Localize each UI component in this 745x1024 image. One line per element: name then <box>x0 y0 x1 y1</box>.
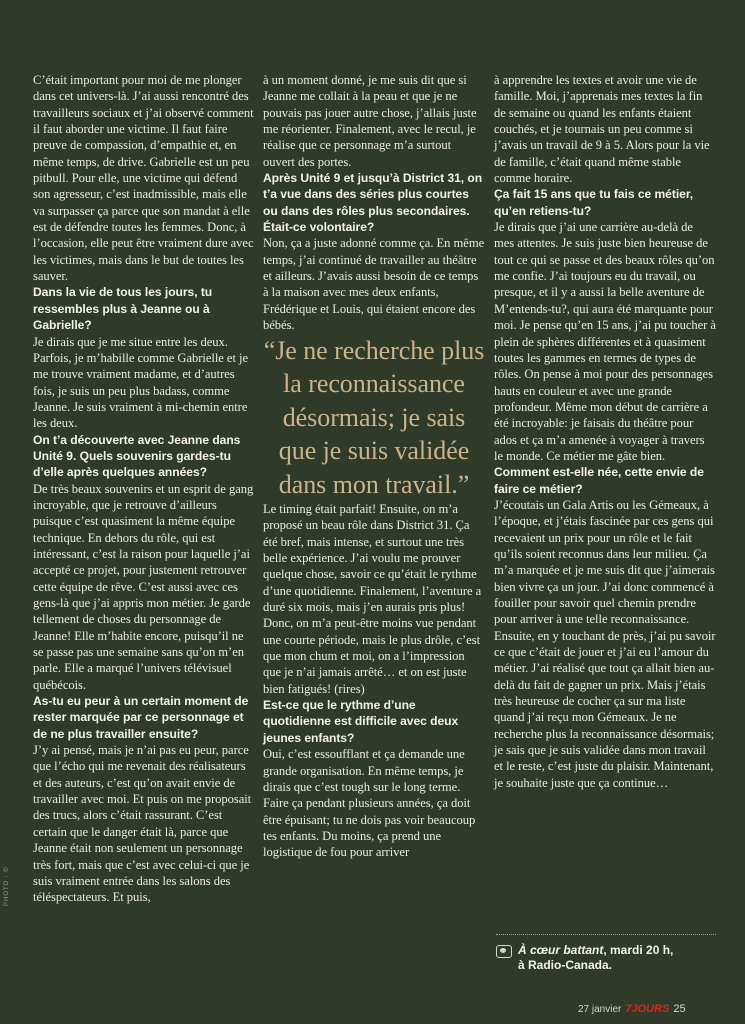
interview-question: Est-ce que le rythme d’une quotidienne est difficile avec deux jeunes enfants? <box>263 698 459 745</box>
column-1 <box>33 72 255 906</box>
paragraph: Je dirais que j’ai une carrière au-delà de mes attentes. Je suis juste bien heureuse de tout ce qui se passe et des beaux rôles qu’on me confie. J’ai toujours eu du travail, ou presque, et il y a aussi la belle aventure de M’entends-tu?, qui aura été marquante pour moi. Je pense qu’en 15 ans, j’ai pu toucher à plein de sphères différentes et à quasiment toutes les gammes en termes de types de rôles. On pense à moi pour des personnages hauts en couleur et avec une grande profondeur. Même mon début de carrière a été incroyable: je faisais du théâtre pour ados et ça m’a amenée à voyager à travers le monde. Ce métier me gâte bien. <box>494 220 716 463</box>
page-footer <box>578 1003 686 1015</box>
paragraph: Non, ça a juste adonné comme ça. En même temps, j’ai continué de travailler au théâtre et ailleurs. J’avais aussi besoin de ce temps à la maison avec mes deux enfants, Frédérique et Louis, qui étaient encore des bébés. <box>263 236 485 333</box>
paragraph: De très beaux souvenirs et un esprit de gang incroyable, que je retrouve d’ailleurs puisque c’est quasiment la même équipe technique. En dehors du rôle, qui est intéressant, c’est la raison pour laquelle j’ai accepté ce projet, pour justement retrouver cette équipe de rêve. C’est aussi avec ces gens-là que j’ai appris mon métier. Je garde tellement de choses du personnage de Jeanne! Elle m’habite encore, puisqu’il ne se passe pas une semaine sans qu’on m’en parle. Elle a marqué l’univers télévisuel québécois. <box>33 481 254 692</box>
magazine-logo: 7JOURS <box>625 1003 670 1015</box>
paragraph: J’y ai pensé, mais je n’ai pas eu peur, parce que l’écho qui me revenait des réalisateurs et des auteurs, c’est qu’on avait envie de travailler avec moi. Et puis on me proposait des trucs, alors c’était rassurant. C’est certain que le danger était là, parce que Jeanne était non seulement un personnage très fort, mais que c’est avec celui-ci que je suis vraiment entrée dans les salons des téléspectateurs. Et puis, <box>33 743 252 905</box>
paragraph: J’écoutais un Gala Artis ou les Gémeaux, à l’époque, et j’étais fascinée par ces gens qui recevaient un prix pour un rôle et le fait qu’ils soient reconnus dans leur milieu. Ça m’a marquée et je me suis dit que j’aimerais bien vivre ça un jour. J’ai donc commencé à fouiller pour savoir quel chemin prendre pour arriver à une telle reconnaissance. Ensuite, en y touchant de près, j’ai pu savoir ce que c’était de jouer et j’ai eu l’amour du métier. J’ai réalisé que tout ça allait bien au-delà du fait de gagner un prix. Mais j’étais très heureuse de cocher ça sur ma liste quand j’ai reçu mon Gémeaux. Je ne recherche plus la reconnaissance désormais; je sais que je suis validée dans mon travail et le reste, c’est juste du plaisir. Maintenant, je souhaite juste que ça continue… <box>494 497 716 790</box>
paragraph: à apprendre les textes et avoir une vie de famille. Moi, j’apprenais mes textes la fin de semaine ou quand les enfants étaient couchés, et je tournais un peu comme si j’avais un travail de 9 à 5. Alors pour la vie de famille, c’était quand même stable comme horaire. <box>494 73 710 186</box>
paragraph: Je dirais que je me situe entre les deux. Parfois, je m’habille comme Gabrielle et je me trouve vraiment madame, et d’autres fois, je suis un peu plus badass, comme Jeanne. Je suis vraiment à mi-chemin entre les deux. <box>33 334 249 431</box>
paragraph: Oui, c’est essoufflant et ça demande une grande organisation. En même temps, je dirais que c’est tough sur le long terme. Faire ça pendant plusieurs années, ça doit être épuisant; tu ne dois pas voir beaucoup tes enfants. Du moins, ça prend une logistique de fou pour arriver <box>263 747 476 860</box>
page-number: 25 <box>673 1003 686 1015</box>
show-title: À cœur battant <box>518 943 604 957</box>
column-3 <box>494 72 716 791</box>
paragraph: C’était important pour moi de me plonger dans cet univers-là. J’ai aussi rencontré des travailleurs sociaux et j’ai observé comment il faut aborder une victime. Il faut faire preuve de compassion, d’empathie et, en même temps, de drive. Gabrielle est un peu pitbull. Pour elle, une victime qui défend son agresseur, c’est inadmissible, mais elle va surpasser ça parce que son mandat à elle est de défendre toutes les femmes. Donc, à l’occasion, elle peut être vraiment dure avec les victimes, mais dans le but de toutes les sauver. <box>33 73 254 284</box>
interview-question: Dans la vie de tous les jours, tu ressembles plus à Jeanne ou à Gabrielle? <box>33 285 213 333</box>
column-2 <box>263 72 485 861</box>
show-schedule: , mardi 20 h, <box>603 943 674 957</box>
issue-date: 27 janvier <box>578 1004 622 1015</box>
show-network: à Radio-Canada. <box>518 958 613 972</box>
interview-question: Ça fait 15 ans que tu fais ce métier, qu’en retiens-tu? <box>494 187 694 218</box>
interview-question: Après Unité 9 et jusqu’à District 31, on t’a vue dans des séries plus courtes ou dans des rôles plus secondaires. Était-ce volontaire? <box>263 171 483 235</box>
show-info-box <box>496 934 716 973</box>
tv-icon <box>496 945 512 958</box>
interview-question: On t’a découverte avec Jeanne dans Unité 9. Quels souvenirs gardes-tu d’elle après quelques années? <box>33 432 241 480</box>
paragraph: à un moment donné, je me suis dit que si Jeanne me collait à la peau et que je ne pouvais pas jouer autre chose, j’allais juste me réorienter. Finalement, avec le recul, je réalise que ce personnage m’a surtout ouvert des portes. <box>263 73 477 169</box>
pull-quote: “Je ne recherche plus la reconnaissance désormais; je sais que je suis validée dans mon travail.” <box>263 335 485 499</box>
photo-credit: PHOTO : © <box>4 866 10 906</box>
paragraph: Le timing était parfait! Ensuite, on m’a proposé un beau rôle dans District 31. Ça été bref, mais intense, et surtout une très belle expérience. J’ai voulu me prouver quelque chose, savoir ce qu’était le rythme d’une quotidienne. Finalement, l’aventure a duré six mois, mais j’en aurais pris plus! Donc, on m’a peut-être moins vue pendant une courte période, mais le plus drôle, c’est que mon chum et moi, on a l’impression que je n’ai jamais arrêté… et on est juste bien fatigués! (rires) <box>263 502 482 696</box>
interview-question: Comment est-elle née, cette envie de faire ce métier? <box>494 465 704 496</box>
show-info <box>518 943 716 973</box>
interview-question: As-tu eu peur à un certain moment de rester marquée par ce personnage et de ne plus travailler ensuite? <box>33 694 249 741</box>
